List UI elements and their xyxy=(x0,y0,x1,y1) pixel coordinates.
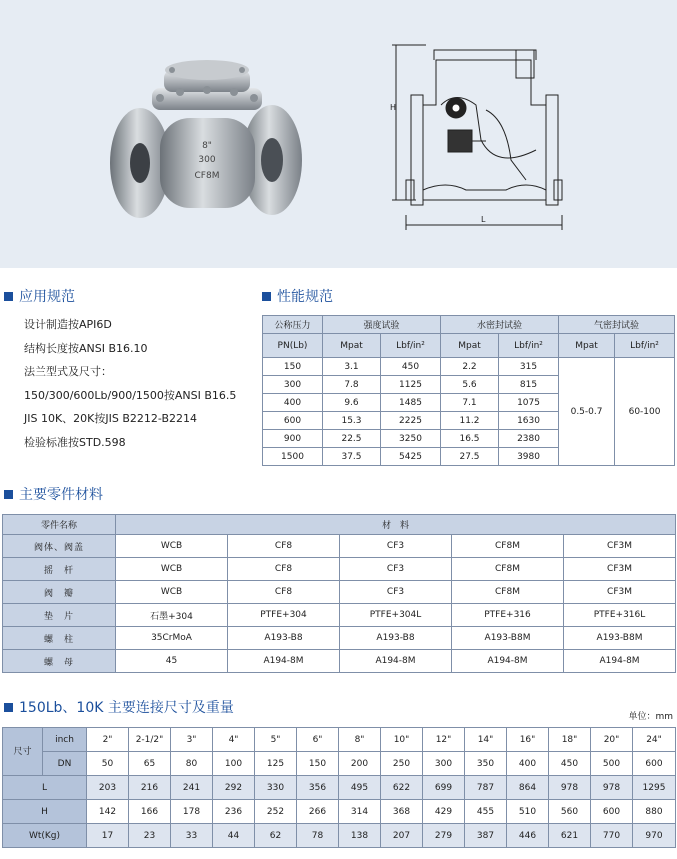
table-row xyxy=(3,752,676,776)
gas-lbf-cell: 60-100 xyxy=(615,358,675,466)
table-cell: 27.5 xyxy=(441,448,499,466)
table-cell: CF3M xyxy=(564,581,676,604)
table-cell: 16" xyxy=(507,728,549,752)
table-cell: 314 xyxy=(339,800,381,824)
table-row xyxy=(3,581,676,604)
table-row xyxy=(3,604,676,627)
heading-square-icon xyxy=(262,292,271,301)
table-cell: 2380 xyxy=(499,430,559,448)
table-cell: 12" xyxy=(423,728,465,752)
table-cell: 9.6 xyxy=(323,394,381,412)
table-cell: A194-8M xyxy=(452,650,564,673)
table-cell: 138 xyxy=(339,824,381,848)
table-cell: 10" xyxy=(381,728,423,752)
table-cell: 1630 xyxy=(499,412,559,430)
table-cell: 1485 xyxy=(381,394,441,412)
table-cell: A194-8M xyxy=(228,650,340,673)
table-cell: 150 xyxy=(263,358,323,376)
table-cell: 7.8 xyxy=(323,376,381,394)
table-cell: 2-1/2" xyxy=(129,728,171,752)
table-cell: 7.1 xyxy=(441,394,499,412)
table-cell: 250 xyxy=(381,752,423,776)
table-cell: CF3 xyxy=(340,535,452,558)
dimensions-heading xyxy=(4,697,234,717)
table-cell: 787 xyxy=(465,776,507,800)
table-cell: 33 xyxy=(171,824,213,848)
table-cell: PTFE+316L xyxy=(564,604,676,627)
table-cell: 350 xyxy=(465,752,507,776)
unit-header: Mpat xyxy=(323,334,381,358)
table-cell: 560 xyxy=(549,800,591,824)
table-cell: 864 xyxy=(507,776,549,800)
table-cell: 292 xyxy=(213,776,255,800)
table-cell: 450 xyxy=(381,358,441,376)
part-name-cell: 摇 杆 xyxy=(3,558,116,581)
table-cell: 1125 xyxy=(381,376,441,394)
table-cell: 622 xyxy=(381,776,423,800)
application-spec-list xyxy=(24,313,236,454)
dn-label: DN xyxy=(43,752,87,776)
table-cell: 495 xyxy=(339,776,381,800)
table-cell: 15.3 xyxy=(323,412,381,430)
spec-line: 结构长度按ANSI B16.10 xyxy=(24,341,148,355)
unit-header: Lbf/in² xyxy=(381,334,441,358)
table-cell: 23 xyxy=(129,824,171,848)
table-cell: 970 xyxy=(633,824,676,848)
header-water-seal-test: 水密封试验 xyxy=(441,316,559,334)
hero-banner xyxy=(0,0,677,268)
inch-label: inch xyxy=(43,728,87,752)
table-cell: 300 xyxy=(423,752,465,776)
table-cell: CF3 xyxy=(340,558,452,581)
table-cell: 252 xyxy=(255,800,297,824)
table-cell: PTFE+304L xyxy=(340,604,452,627)
table-cell: 3250 xyxy=(381,430,441,448)
table-cell: 8" xyxy=(339,728,381,752)
heading-square-icon xyxy=(4,292,13,301)
table-cell: 300 xyxy=(263,376,323,394)
part-name-cell: 垫 片 xyxy=(3,604,116,627)
table-cell: 203 xyxy=(87,776,129,800)
table-cell: 150 xyxy=(297,752,339,776)
gas-mpat-cell: 0.5-0.7 xyxy=(559,358,615,466)
table-row xyxy=(3,800,676,824)
header-pn: PN(Lb) xyxy=(263,334,323,358)
table-cell: 125 xyxy=(255,752,297,776)
table-cell: CF3 xyxy=(340,581,452,604)
table-cell: A194-8M xyxy=(564,650,676,673)
row-label-h: H xyxy=(3,800,87,824)
table-cell: 815 xyxy=(499,376,559,394)
table-cell: 500 xyxy=(591,752,633,776)
table-cell: 200 xyxy=(339,752,381,776)
table-cell: 600 xyxy=(263,412,323,430)
table-cell: 455 xyxy=(465,800,507,824)
application-spec-heading xyxy=(4,286,75,306)
table-cell: 22.5 xyxy=(323,430,381,448)
table-cell: WCB xyxy=(116,535,228,558)
table-cell: A193-B8M xyxy=(452,627,564,650)
table-cell: A193-B8M xyxy=(564,627,676,650)
table-cell: 142 xyxy=(87,800,129,824)
table-cell: 600 xyxy=(591,800,633,824)
table-cell: 2" xyxy=(87,728,129,752)
materials-heading xyxy=(4,484,103,504)
table-cell: CF3M xyxy=(564,558,676,581)
table-cell: 5.6 xyxy=(441,376,499,394)
performance-spec-title: 性能规范 xyxy=(277,289,333,305)
table-row xyxy=(3,558,676,581)
table-row xyxy=(3,776,676,800)
valve-photo xyxy=(100,48,310,228)
header-part-name: 零件名称 xyxy=(3,515,116,535)
table-cell: 241 xyxy=(171,776,213,800)
table-row xyxy=(263,358,675,376)
spec-line: JIS 10K、20K按JIS B2212-B2214 xyxy=(24,412,198,425)
header-strength-test: 强度试验 xyxy=(323,316,441,334)
table-cell: CF8 xyxy=(228,581,340,604)
table-cell: 178 xyxy=(171,800,213,824)
table-cell: 279 xyxy=(423,824,465,848)
table-cell: 166 xyxy=(129,800,171,824)
table-cell: 65 xyxy=(129,752,171,776)
table-cell: 880 xyxy=(633,800,676,824)
header-gas-seal-test: 气密封试验 xyxy=(559,316,675,334)
table-cell: 14" xyxy=(465,728,507,752)
spec-line: 法兰型式及尺寸： xyxy=(24,365,112,378)
table-cell: CF3M xyxy=(564,535,676,558)
photo-marking-class: 300 xyxy=(198,155,216,165)
table-cell: CF8M xyxy=(452,558,564,581)
dimensions-title: 150Lb、10K 主要连接尺寸及重量 xyxy=(19,700,234,716)
table-cell: 368 xyxy=(381,800,423,824)
table-cell: 石墨+304 xyxy=(116,604,228,627)
performance-table xyxy=(262,315,675,466)
table-cell: CF8M xyxy=(452,581,564,604)
heading-square-icon xyxy=(4,703,13,712)
table-cell: WCB xyxy=(116,581,228,604)
materials-table xyxy=(2,514,676,673)
table-cell: 35CrMoA xyxy=(116,627,228,650)
table-row xyxy=(3,650,676,673)
table-cell: 387 xyxy=(465,824,507,848)
spec-line: 设计制造按API6D xyxy=(24,318,112,331)
table-cell: 236 xyxy=(213,800,255,824)
table-cell: 44 xyxy=(213,824,255,848)
spec-line: 检验标准按STD.598 xyxy=(24,435,126,449)
table-row xyxy=(3,627,676,650)
size-label: 尺寸 xyxy=(3,728,43,776)
table-cell: 24" xyxy=(633,728,676,752)
table-cell: 1500 xyxy=(263,448,323,466)
unit-label: 单位：mm xyxy=(628,712,673,722)
performance-spec-heading xyxy=(262,286,333,306)
table-cell: 770 xyxy=(591,824,633,848)
table-cell: 510 xyxy=(507,800,549,824)
table-cell: 80 xyxy=(171,752,213,776)
table-row xyxy=(3,535,676,558)
table-cell: 315 xyxy=(499,358,559,376)
table-cell: 266 xyxy=(297,800,339,824)
materials-title: 主要零件材料 xyxy=(19,487,103,503)
table-cell: 450 xyxy=(549,752,591,776)
unit-header: Mpat xyxy=(441,334,499,358)
table-cell: 978 xyxy=(591,776,633,800)
table-cell: WCB xyxy=(116,558,228,581)
valve-section-drawing xyxy=(386,30,582,240)
header-material: 材 料 xyxy=(116,515,676,535)
table-cell: CF8 xyxy=(228,558,340,581)
table-cell: 5425 xyxy=(381,448,441,466)
table-cell: 5" xyxy=(255,728,297,752)
spec-line: 150/300/600Lb/900/1500按ANSI B16.5 xyxy=(24,388,237,402)
table-cell: 17 xyxy=(87,824,129,848)
table-cell: 4" xyxy=(213,728,255,752)
table-cell: 330 xyxy=(255,776,297,800)
table-cell: 446 xyxy=(507,824,549,848)
table-cell: 900 xyxy=(263,430,323,448)
table-cell: 16.5 xyxy=(441,430,499,448)
table-cell: PTFE+316 xyxy=(452,604,564,627)
table-cell: 11.2 xyxy=(441,412,499,430)
table-cell: 78 xyxy=(297,824,339,848)
table-cell: 1075 xyxy=(499,394,559,412)
drawing-l-label: L xyxy=(481,215,486,224)
table-cell: 18" xyxy=(549,728,591,752)
table-cell: 978 xyxy=(549,776,591,800)
dimensions-table xyxy=(2,727,676,848)
part-name-cell: 螺 柱 xyxy=(3,627,116,650)
part-name-cell: 阀 瓣 xyxy=(3,581,116,604)
table-cell: 45 xyxy=(116,650,228,673)
application-spec-title: 应用规范 xyxy=(19,289,75,305)
table-cell: 2.2 xyxy=(441,358,499,376)
table-cell: 3" xyxy=(171,728,213,752)
table-row xyxy=(3,824,676,848)
drawing-h-label: H xyxy=(390,103,397,112)
table-cell: 100 xyxy=(213,752,255,776)
table-cell: 37.5 xyxy=(323,448,381,466)
unit-header: Lbf/in² xyxy=(499,334,559,358)
unit-header: Mpat xyxy=(559,334,615,358)
table-cell: 600 xyxy=(633,752,676,776)
table-cell: 207 xyxy=(381,824,423,848)
photo-marking-material: CF8M xyxy=(194,171,220,181)
table-cell: 2225 xyxy=(381,412,441,430)
row-label-l: L xyxy=(3,776,87,800)
table-cell: 356 xyxy=(297,776,339,800)
table-cell: 20" xyxy=(591,728,633,752)
table-cell: 429 xyxy=(423,800,465,824)
table-cell: 699 xyxy=(423,776,465,800)
unit-header: Lbf/in² xyxy=(615,334,675,358)
photo-marking-size: 8" xyxy=(202,141,212,151)
part-name-cell: 螺 母 xyxy=(3,650,116,673)
table-cell: CF8M xyxy=(452,535,564,558)
table-cell: 3.1 xyxy=(323,358,381,376)
table-cell: 6" xyxy=(297,728,339,752)
table-cell: A193-B8 xyxy=(340,627,452,650)
table-cell: 50 xyxy=(87,752,129,776)
table-cell: 62 xyxy=(255,824,297,848)
table-row xyxy=(3,728,676,752)
header-pressure: 公称压力 xyxy=(263,316,323,334)
table-cell: A193-B8 xyxy=(228,627,340,650)
row-label-weight: Wt(Kg) xyxy=(3,824,87,848)
part-name-cell: 阀体、阀盖 xyxy=(3,535,116,558)
table-cell: 400 xyxy=(263,394,323,412)
table-cell: A194-8M xyxy=(340,650,452,673)
table-cell: 1295 xyxy=(633,776,676,800)
table-cell: CF8 xyxy=(228,535,340,558)
table-cell: 621 xyxy=(549,824,591,848)
table-cell: 3980 xyxy=(499,448,559,466)
table-cell: PTFE+304 xyxy=(228,604,340,627)
table-cell: 216 xyxy=(129,776,171,800)
heading-square-icon xyxy=(4,490,13,499)
table-cell: 400 xyxy=(507,752,549,776)
